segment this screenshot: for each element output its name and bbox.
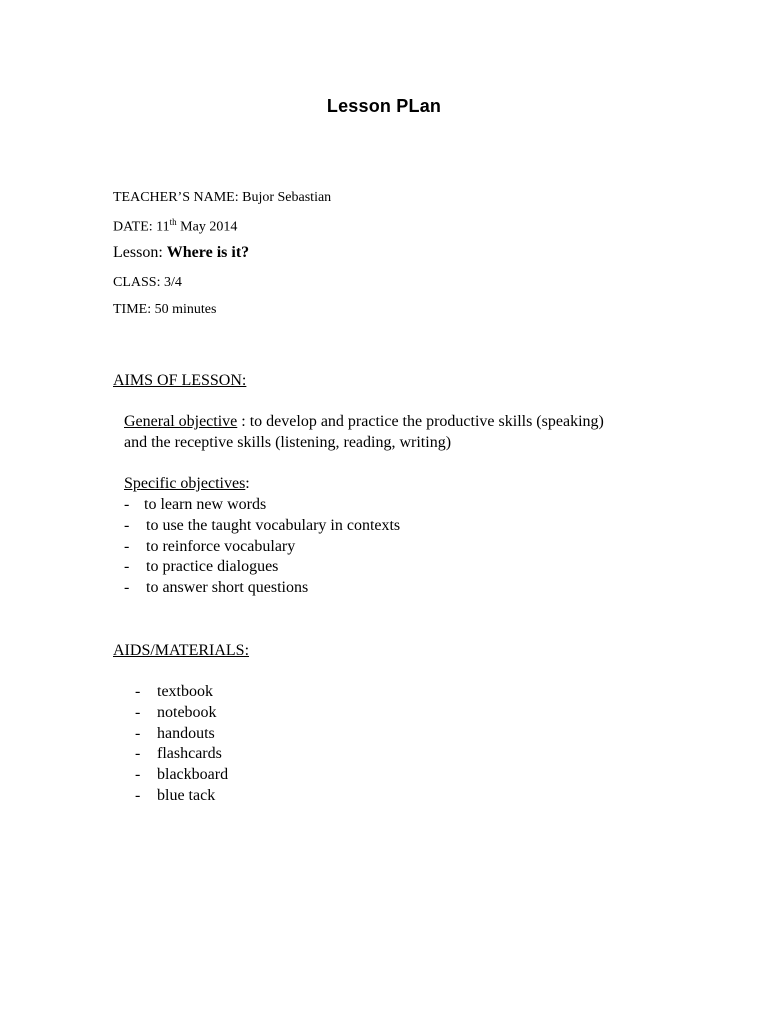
time-value: 50 minutes: [154, 302, 217, 317]
teacher-name-line: [113, 190, 331, 206]
time-line: [113, 302, 216, 318]
time-label: TIME:: [113, 302, 152, 317]
bullet-dash: -: [124, 558, 130, 576]
general-objective-text: : to develop and practice the productive skills (speaking): [241, 413, 604, 430]
class-label: CLASS:: [113, 275, 161, 290]
list-item-text: to practice dialogues: [146, 558, 279, 576]
page-title: Lesson PLan: [326, 96, 442, 116]
list-item-text: notebook: [157, 703, 217, 721]
bullet-dash: -: [124, 496, 130, 513]
teacher-name-label: TEACHER’S NAME:: [113, 190, 239, 205]
bullet-dash: -: [135, 703, 141, 721]
lesson-title: Where is it?: [166, 244, 250, 261]
bullet-dash: -: [124, 516, 130, 534]
bullet-dash: -: [135, 683, 141, 700]
list-item-text: blackboard: [157, 766, 229, 784]
materials-heading: AIDS/MATERIALS:: [113, 642, 250, 659]
bullet-dash: -: [124, 579, 130, 597]
date-rest: May 2014: [180, 219, 238, 235]
date-suffix: th: [169, 217, 177, 227]
bullet-dash: -: [135, 766, 141, 784]
specific-objectives-label: Specific objectives: [124, 475, 246, 492]
list-item-text: to learn new words: [144, 496, 267, 513]
list-item-text: to answer short questions: [146, 579, 309, 597]
list-item-text: handouts: [157, 724, 215, 742]
list-item-text: to reinforce vocabulary: [146, 537, 296, 555]
specific-objectives-heading: [124, 475, 250, 493]
list-item-text: to use the taught vocabulary in contexts: [146, 516, 401, 534]
lesson-line: [113, 244, 249, 262]
specific-objectives-colon: :: [245, 475, 250, 492]
date-label: DATE:: [113, 219, 153, 235]
lesson-label: Lesson:: [113, 244, 163, 261]
list-item-text: flashcards: [157, 745, 222, 763]
aims-heading: AIMS OF LESSON:: [113, 372, 247, 389]
bullet-dash: -: [135, 724, 141, 742]
class-line: [113, 275, 182, 291]
date-day: 11: [156, 219, 170, 235]
class-value: 3/4: [163, 275, 182, 290]
bullet-dash: -: [135, 745, 141, 763]
list-item-text: blue tack: [157, 786, 216, 804]
general-objective-line1: [124, 413, 604, 431]
teacher-name-value: Bujor Sebastian: [242, 190, 332, 205]
bullet-dash: -: [124, 537, 130, 555]
general-objective-label: General objective: [124, 413, 238, 430]
list-item-text: textbook: [157, 683, 213, 700]
general-objective-line2: and the receptive skills (listening, reading, writing): [124, 434, 452, 451]
bullet-dash: -: [135, 786, 141, 804]
date-line: [113, 217, 237, 236]
